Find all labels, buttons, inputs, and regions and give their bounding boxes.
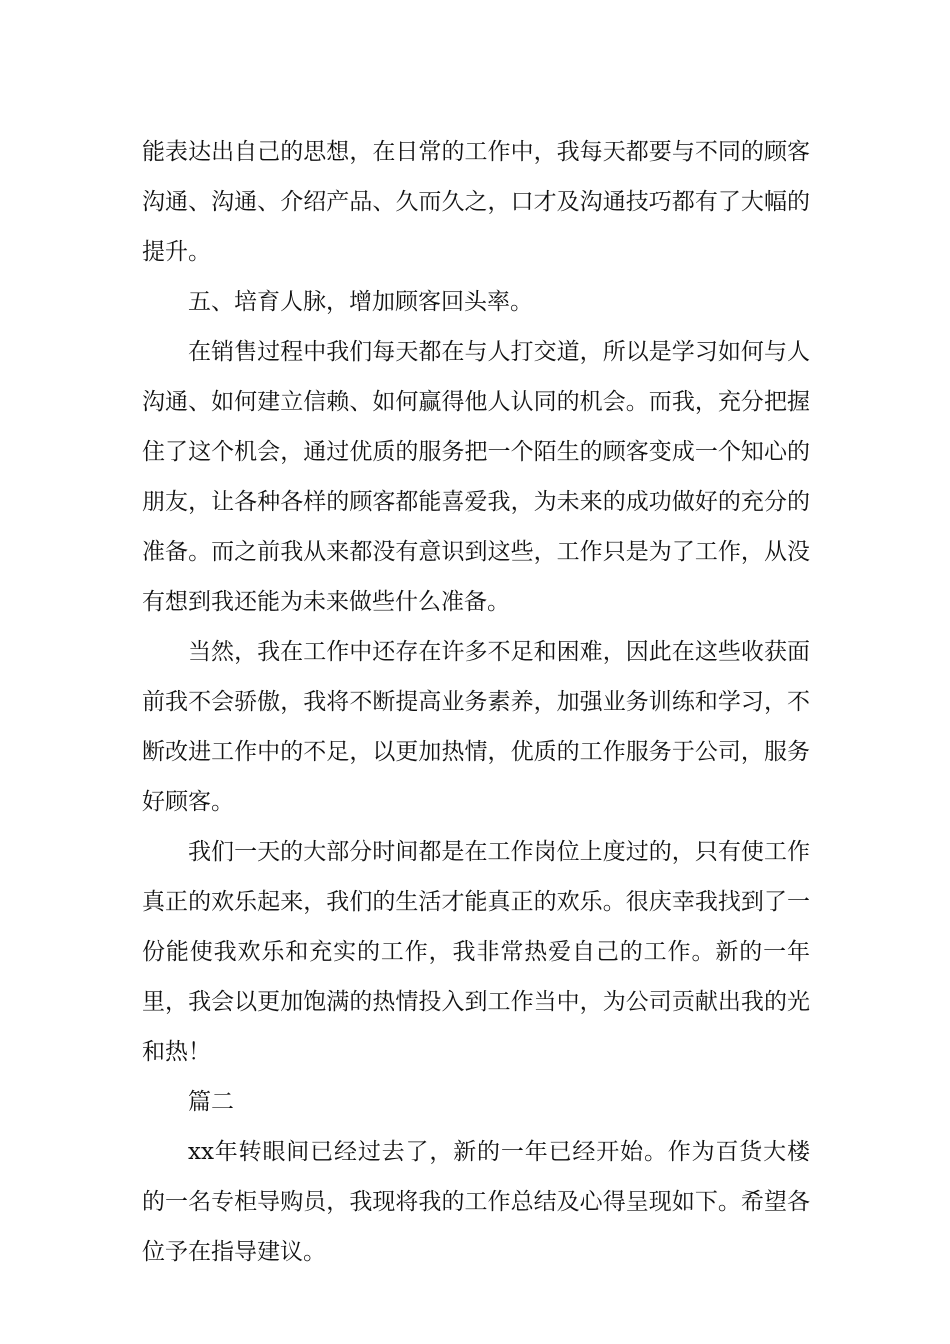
paragraph-5: 我们一天的大部分时间都是在工作岗位上度过的，只有使工作真正的欢乐起来，我们的生活才能真正的欢乐。很庆幸我找到了一份能使我欢乐和充实的工作，我非常热爱自己的工作。新的一年里，我会以更加饱满的热情投入到工作当中，为公司贡献出我的光和热！	[142, 839, 810, 1065]
paragraph-1: 能表达出自己的思想，在日常的工作中，我每天都要与不同的顾客沟通、沟通、介绍产品、久而久之，口才及沟通技巧都有了大幅的提升。	[142, 139, 810, 265]
paragraph-4: 当然，我在工作中还存在许多不足和困难，因此在这些收获面前我不会骄傲，我将不断提高业务素养，加强业务训练和学习，不断改进工作中的不足，以更加热情，优质的工作服务于公司，服务好顾客。	[142, 639, 810, 815]
paragraph-7: xx年转眼间已经过去了，新的一年已经开始。作为百货大楼的一名专柜导购员，我现将我的工作总结及心得呈现如下。希望各位予在指导建议。	[142, 1139, 810, 1265]
section-heading-5: 五、培育人脉，增加顾客回头率。	[188, 289, 533, 315]
paragraph-3: 在销售过程中我们每天都在与人打交道，所以是学习如何与人沟通、如何建立信赖、如何赢得他人认同的机会。而我，充分把握住了这个机会，通过优质的服务把一个陌生的顾客变成一个知心的朋友，让各种各样的顾客都能喜爱我，为未来的成功做好的充分的准备。而之前我从来都没有意识到这些，工作只是为了工作，从没有想到我还能为未来做些什么准备。	[142, 339, 810, 615]
document-body	[142, 127, 810, 1277]
section-title-part-two: 篇二	[188, 1089, 234, 1115]
